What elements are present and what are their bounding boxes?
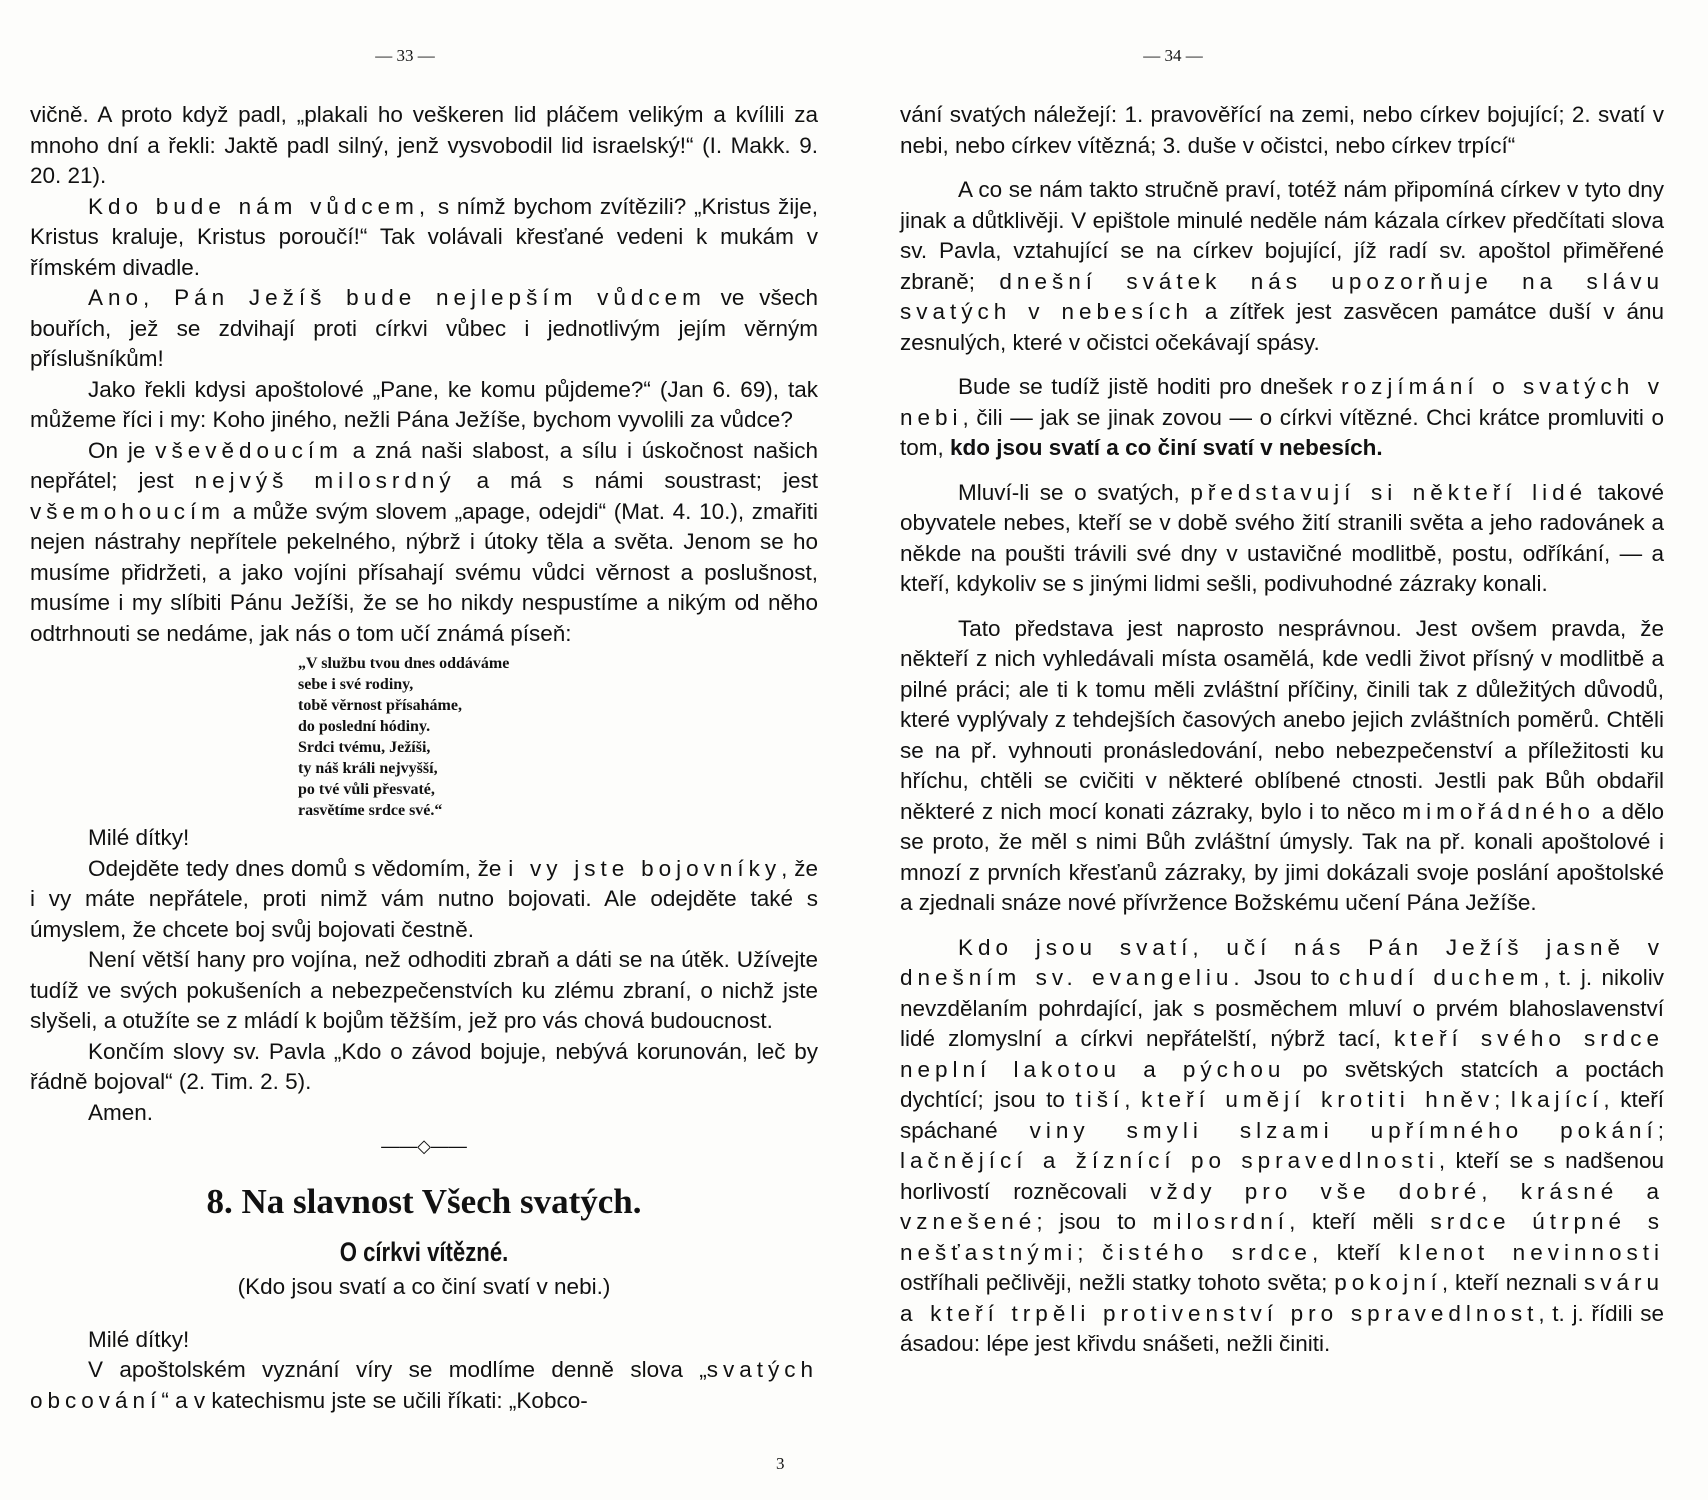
verse-line: Srdci tvému, Ježíši, [298,739,431,756]
verse-line: sebe i své rodiny, [298,676,414,693]
address: Milé dítky! [88,825,190,850]
paragraph: vání svatých náležejí: 1. pravověřící na zemi, nebo církev bojující; 2. svatí v nebi, nebo církev vítězná; 3. duše v očistci, nebo církev trpící“ [900,102,1664,158]
signature-mark: 3 [776,1454,785,1473]
right-page [854,0,1708,1500]
section-heading: 8. Na slavnost Všech svatých. [206,1182,642,1221]
section-subheading: O církvi vítězné. [339,1237,509,1267]
verse-line: tobě věrnost přísaháme, [298,697,462,714]
paragraph: A co se nám takto stručně praví, totéž nám připomíná církev v tyto dny jinak a důtklivěji. V epištole minulé neděle nám kázala církev předčítati slova sv. Pavla, vztahující se na církev bojující, jíž radí sv. apoštol přiměřené zbraně; dnešní svátek nás upozorňuje na slávu svatých v nebesích a zítřek jest zasvěcen památce duší v ánu zesnulých, které v očistci očekávají spásy. [900,177,1664,355]
amen: Amen. [88,1099,154,1125]
paragraph: Bude se tudíž jistě hoditi pro dnešek rozjímání o svatých v nebi, čili — jak se jinak zovou — o církvi vítězné. Chci krátce promluviti o tom, kdo jsou svatí a co činí svatí v nebesích. [900,374,1664,460]
hymn-verse [298,653,818,821]
paragraph: vičně. A proto když padl, „plakali ho veškeren lid pláčem velikým a kvílili za mnoho dní a řekli: Jaktě padl silný, jenž vysvobodil lid israelský!“ (I. Makk. 9. 20. 21). [30,102,818,188]
paragraph: Není větší hany pro vojína, než odhoditi zbraň a dáti se na útěk. Užívejte tudíž ve svých pokušeních a nebezpečenstvích ku zlému zbraní, o nichž jste slyšeli, a otužíte se z mládí k bojům těžším, jež pro vás chová budoucnost. [30,947,818,1033]
page-number: — 33 — [375,46,435,65]
paragraph: Končím slovy sv. Pavla „Kdo o závod bojuje, nebývá korunován, leč by řádně bojoval“ (2. Tim. 2. 5). [30,1038,818,1094]
paragraph: V apoštolském vyznání víry se modlíme denně slova „svatých obcování“ a v katechismu jste se učili říkati: „Kobco- [30,1357,818,1413]
paragraph: Kdo jsou svatí, učí nás Pán Ježíš jasně v dnešním sv. evangeliu. Jsou to chudí duchem, t. j. nikoliv nevzdělaním pohrdající, jak s posměchem mluví o prvém blahoslavenství lidé zlomyslní a církvi nepřátelští, nýbrž tací, kteří svého srdce neplní lakotou a pýchou po světských statcích a poctách dychtící; jsou to tiší, kteří umějí krotiti hněv; lkající, kteří spáchané viny smyli slzami upřímného pokání; lačnějící a žíznící po spravedlnosti, kteří se s nadšenou horlivostí rozněcovali vždy pro vše dobré, krásné a vznešené; jsou to milosrdní, kteří měli srdce útrpné s nešťastnými; čistého srdce, kteří klenot nevinnosti ostříhali pečlivěji, nežli statky tohoto světa; pokojní, kteří neznali sváru a kteří trpěli protivenství pro spravedlnost, t. j. řídili se ásadou: lépe jest křivdu snášeti, nežli činiti. [900,934,1665,1356]
paragraph: Jako řekli kdysi apoštolové „Pane, ke komu půjdeme?“ (Jan 6. 69), tak můžeme říci i my: Koho jiného, nežli Pána Ježíše, bychom vyvolili za vůdce? [30,376,818,432]
verse-line: „V službu tvou dnes oddáváme [298,655,510,672]
paragraph: Tato představa jest naprosto nesprávnou. Jest ovšem pravda, že někteří z nich vyhledávali místa osamělá, kde vedli život přísný v modlitbě a pilné práci; ale ti k tomu měli zvláštní příčiny, činili tak z důležitých důvodů, které vyplývaly z tehdejších časových anebo jejich zvláštních poměrů. Chtěli se na př. vyhnouti pronásledování, nebo nebezpečenství a příležitosti ku hříchu, chtěli se cvičiti v některé oblíbené ctnosti. Jestli pak Bůh obdařil některé z nich mocí konati zázraky, bylo i to něco mimořádného a dělo se proto, že měl s nimi Bůh zvláštní úmysly. Tak na př. konali apoštolové i mnozí z prvních křesťanů zázraky, by jimi dokázali svoje poslání apoštolské a zjednali snáze nové přívržence Božskému učení Pána Ježíše. [900,615,1664,915]
paragraph: Mluví-li se o svatých, představují si někteří lidé takové obyvatele nebes, kteří se v době svého žití stranili světa a jeho radovánek a někde na poušti trávili své dny v ustavičné modlitbě, postu, odříkání, — a kteří, kdykoliv se s jinými lidmi sešli, podivuhodné zázraky konali. [900,479,1665,596]
verse-line: do poslední hódiny. [298,718,431,735]
verse-line: ty náš králi nejvyšší, [298,760,438,777]
ornament-divider: ——◇—— [381,1136,467,1156]
paragraph: Kdo bude nám vůdcem, s nímž bychom zvítězili? „Kristus žije, Kristus kraluje, Kristus poroučí!“ Tak volávali křesťané vedeni k mukám v římském divadle. [30,193,818,280]
left-text-column [30,100,818,1416]
verse-line: rasvětíme srdce své.“ [298,802,443,819]
address: Milé dítky! [88,1326,190,1352]
right-text-column [900,100,1664,1360]
page-number: — 34 — [1143,46,1203,65]
paragraph: Ano, Pán Ježíš bude nejlepším vůdcem ve všech bouřích, jež se zdvihají proti církvi vůbec i jednotlivým jejím věrným příslušníkům! [30,285,818,371]
section-subtitle: (Kdo jsou svatí a co činí svatí v nebi.) [237,1274,611,1299]
paragraph: On je vševědoucím a zná naši slabost, a sílu i úskočnost našich nepřátel; jest nejvýš milosrdný a má s námi soustrast; jest všemohoucím a může svým slovem „apage, odejdi“ (Mat. 4. 10.), zmařiti nejen nástrahy nepřítele pekelného, nýbrž i útoky těla a světa. Jenom se ho musíme přidržeti, a jako vojíni přísahají svému vůdci věrnost a poslušnost, musíme i my slíbiti Pánu Ježíši, že se ho nikdy nespustíme a nikým od něho odtrhnouti se nedáme, jak nás o tom učí známá píseň: [30,437,818,646]
paragraph: Odejděte tedy dnes domů s vědomím, že i vy jste bojovníky, že i vy máte nepřátele, proti nimž vám nutno bojovati. Ale odejděte také s úmyslem, že chcete boj svůj bojovati čestně. [30,855,818,942]
verse-line: po tvé vůli přesvaté, [298,781,435,798]
